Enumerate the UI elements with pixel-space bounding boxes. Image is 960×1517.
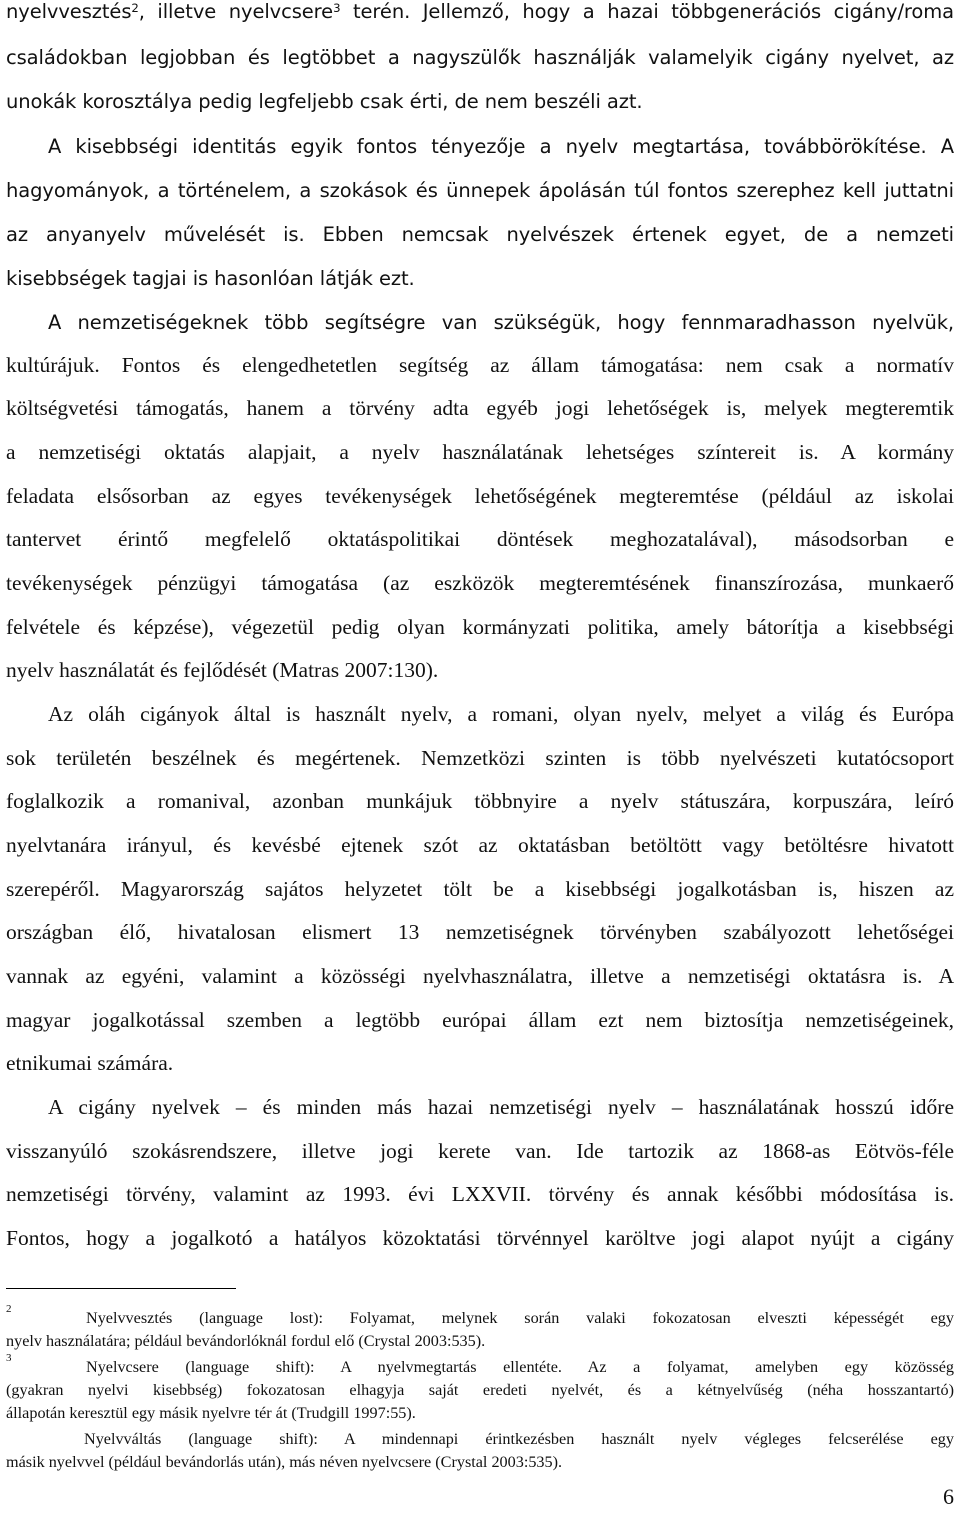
footnote-3-line: Nyelvváltás (language shift): A mindennapi érintkezésben használt nyelv végleges felcserélése egy [84,1430,954,1448]
footnote-3-line: másik nyelvvel (például bevándorlás után), más néven nyelvcsere (Crystal 2003:535). [6,1453,563,1471]
body-line: A cigány nyelvek – és minden más hazai nemzetiségi nyelv – használatának hosszú időre [48,1095,954,1119]
body-line: vannak az egyéni, valamint a közösségi nyelvhasználatra, illetve a nemzetiségi oktatásra is. A [6,964,954,988]
footnote-3-line: (gyakran nyelvi kisebbség) fokozatosan elhagyja saját eredeti nyelvét, és a kétnyelvűség (néha hosszantartó) [6,1381,954,1399]
body-line: Az oláh cigányok által is használt nyelv, a romani, olyan nyelv, melyet a világ és Európa [48,702,954,726]
body-line: Fontos, hogy a jogalkotó a hatályos közoktatási törvénnyel karöltve jogi alapot nyújt a cigány [6,1226,954,1250]
footnote-2-line: Nyelvvesztés (language lost): Folyamat, melynek során valaki fokozatosan elveszti képességét egy [86,1309,954,1327]
body-line: nyelv használatát és fejlődését (Matras 2007:130). [6,658,439,682]
body-line: családokban legjobban és legtöbbet a nagyszülők használják valamelyik cigány nyelvet, az [6,46,954,69]
body-line: tevékenységek pénzügyi támogatása (az eszközök megteremtésének finanszírozása, munkaerő [6,571,954,595]
body-line: kultúrájuk. Fontos és elengedhetetlen segítség az állam támogatása: nem csak a normatív [6,353,954,377]
body-line: országban élő, hivatalosan elismert 13 nemzetiségnek törvényben szabályozott lehetőségei [6,920,954,944]
body-line: hagyományok, a történelem, a szokások és ünnepek ápolásán túl fontos szerephez kell juttatni [6,179,954,202]
body-line: sok területén beszélnek és megértenek. Nemzetközi szinten is több nyelvészeti kutatócsoport [6,746,954,770]
body-line: feladata elsősorban az egyes tevékenységek lehetőségének megteremtése (például az iskolai [6,484,954,508]
footnote-3-line: állapotán keresztül egy másik nyelvre tér át (Trudgill 1997:55). [6,1404,416,1422]
body-line: nyelvtanára irányul, és kevésbé ejtenek szót az oktatásban betöltött vagy betöltésre hivatott [6,833,954,857]
footnote-separator [6,1288,236,1289]
body-line: unokák korosztálya pedig legfeljebb csak érti, de nem beszéli azt. [6,90,643,113]
body-line: kisebbségek tagjai is hasonlóan látják ezt. [6,267,415,290]
body-line: foglalkozik a romanival, azonban munkájuk többnyire a nyelv státuszára, korpuszára, leíró [6,789,954,813]
footnote-2-marker: 2 [6,1303,12,1315]
body-line: visszanyúló szokásrendszere, illetve jogi kerete van. Ide tartozik az 1868-as Eötvös-féle [6,1139,954,1163]
body-line: szerepéről. Magyarország sajátos helyzetet tölt be a kisebbségi jogalkotásban is, hiszen az [6,877,954,901]
body-line: etnikumai számára. [6,1051,174,1075]
body-line: költségvetési támogatás, hanem a törvény adta egyéb jogi lehetőségek is, melyek megteremtik [6,396,954,420]
footnote-ref-2[interactable]: 2 [131,1,139,16]
body-line: magyar jogalkotással szemben a legtöbb európai állam ezt nem biztosítja nemzetiségeinek, [6,1008,954,1032]
body-line: nemzetiségi törvény, valamint az 1993. évi LXXVII. törvény és annak későbbi módosítása is. [6,1182,954,1206]
footnote-ref-3[interactable]: 3 [333,1,341,16]
body-line: a nemzetiségi oktatás alapjait, a nyelv használatának lehetséges színtereit is. A kormány [6,440,954,464]
body-line: tantervet érintő megfelelő oktatáspolitikai döntések meghozatalával), másodsorban e [6,527,954,551]
footnote-2-line: nyelv használatára; például bevándorlóknál fordul elő (Crystal 2003:535). [6,1332,486,1350]
body-line: A nemzetiségeknek több segítségre van szükségük, hogy fennmaradhasson nyelvük, [48,311,954,334]
body-line: az anyanyelv művelését is. Ebben nemcsak nyelvészek értenek egyet, de a nemzeti [6,223,954,246]
body-line: A kisebbségi identitás egyik fontos tényezője a nyelv megtartása, továbbörökítése. A [48,135,954,158]
footnote-3-marker: 3 [6,1352,12,1364]
body-line: nyelvvesztés$^2$, illetve nyelvcsere$^3$ terén. Jellemző, hogy a hazai többgenerációs cigány/roma [6,0,954,23]
footnote-3-line: Nyelvcsere (language shift): A nyelvmegtartás ellentéte. Az a folyamat, amelyben egy közösség [86,1358,954,1376]
page-number: 6 [943,1484,954,1509]
body-line: felvétele és képzése), végezetül pedig olyan kormányzati politika, amely bátorítja a kisebbségi [6,615,954,639]
